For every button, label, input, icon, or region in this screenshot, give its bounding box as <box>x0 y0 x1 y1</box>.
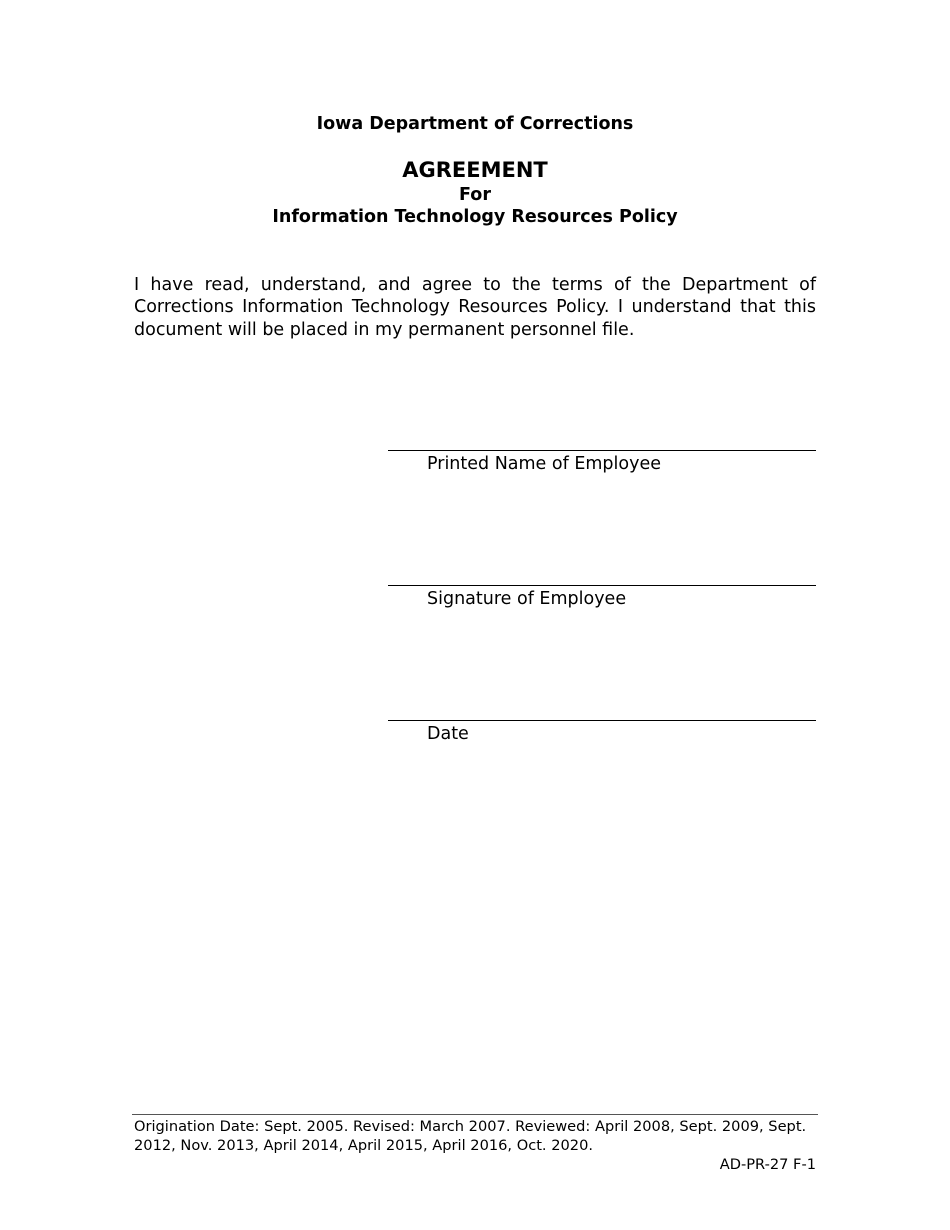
document-title: AGREEMENT <box>402 158 548 182</box>
form-code: AD-PR-27 F-1 <box>719 1156 816 1173</box>
signature-line <box>388 585 816 586</box>
date-label: Date <box>427 724 469 744</box>
printed-name-line <box>388 450 816 451</box>
agency-name: Iowa Department of Corrections <box>316 114 634 134</box>
date-line <box>388 720 816 721</box>
footer-rule <box>132 1114 818 1115</box>
signature-label: Signature of Employee <box>427 589 627 609</box>
printed-name-label: Printed Name of Employee <box>427 454 661 474</box>
revision-history: Origination Date: Sept. 2005. Revised: March 2007. Reviewed: April 2008, Sept. 2009, Sept. 2012, Nov. 2013, April 2014, April 2015, April 2016, Oct. 2020. <box>134 1118 807 1154</box>
agreement-statement: I have read, understand, and agree to the terms of the Department of Corrections Information Technology Resources Policy. I understand that this document will be placed in my permanent personnel file. <box>134 275 816 340</box>
policy-name: Information Technology Resources Policy <box>272 207 678 227</box>
document-subtitle: For <box>459 185 491 205</box>
